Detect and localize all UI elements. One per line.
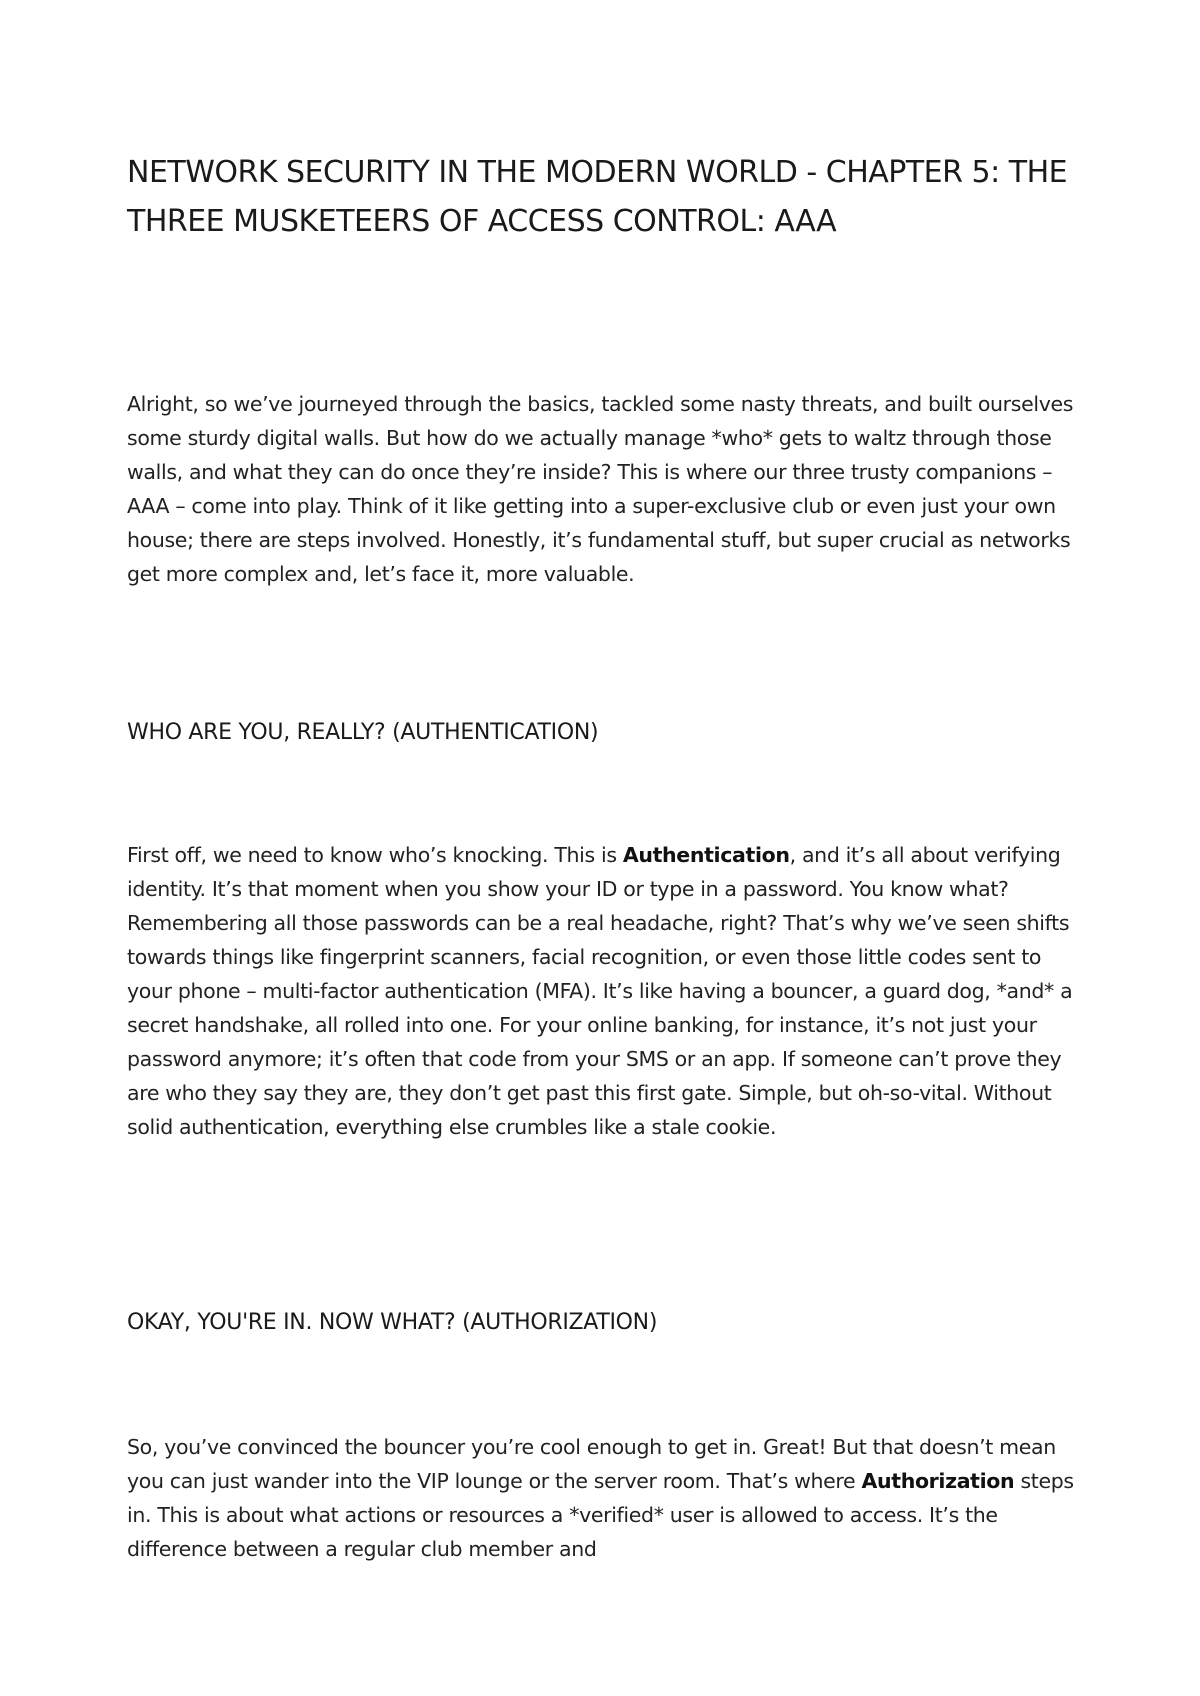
paragraph-text: , and it’s all about verifying identity. It’s that moment when you show your ID or type in a password. You know what? Remembering all those passwords can be a real headache, right? That’s why we’ve seen shifts towards things like fingerprint scanners, facial recognition, or even those little codes sent to your phone – multi-factor authentication (MFA). It’s like having a bouncer, a guard dog, *and* a secret handshake, all rolled into one. For your online banking, for instance, it’s not just your password anymore; it’s often that code from your SMS or an app. If someone can’t prove they are who they say they are, they don’t get past this first gate. Simple, but oh-so-vital. Without solid authentication, everything else crumbles like a stale cookie. bbox=[127, 843, 1073, 1139]
section-heading-authorization: OKAY, YOU'RE IN. NOW WHAT? (AUTHORIZATION) bbox=[127, 1310, 658, 1335]
bold-term-authentication: Authentication bbox=[622, 843, 790, 867]
authorization-paragraph bbox=[127, 1430, 1089, 1566]
bold-term-authorization: Authorization bbox=[861, 1469, 1015, 1493]
paragraph-text: First off, we need to know who’s knocking. This is bbox=[127, 843, 623, 867]
authentication-paragraph bbox=[127, 838, 1089, 1144]
page-title: NETWORK SECURITY IN THE MODERN WORLD - CHAPTER 5: THE THREE MUSKETEERS OF ACCESS CONTROL: AAA bbox=[127, 155, 1068, 239]
section-heading-authentication: WHO ARE YOU, REALLY? (AUTHENTICATION) bbox=[127, 720, 599, 745]
paragraph-text: So, you’ve convinced the bouncer you’re cool enough to get in. Great! But that doesn’t mean you can just wander into the VIP lounge or the server room. That’s where bbox=[127, 1435, 1056, 1493]
intro-paragraph: Alright, so we’ve journeyed through the basics, tackled some nasty threats, and built ourselves some sturdy digital walls. But how do we actually manage *who* gets to waltz through those walls, and what they can do once they’re inside? This is where our three trusty companions – AAA – come into play. Think of it like getting into a super-exclusive club or even just your own house; there are steps involved. Honestly, it’s fundamental stuff, but super crucial as networks get more complex and, let’s face it, more valuable. bbox=[127, 392, 1074, 586]
paragraph-text: steps in. This is about what actions or resources a *verified* user is allowed to access. It’s the difference between a regular club member and bbox=[127, 1469, 1074, 1561]
